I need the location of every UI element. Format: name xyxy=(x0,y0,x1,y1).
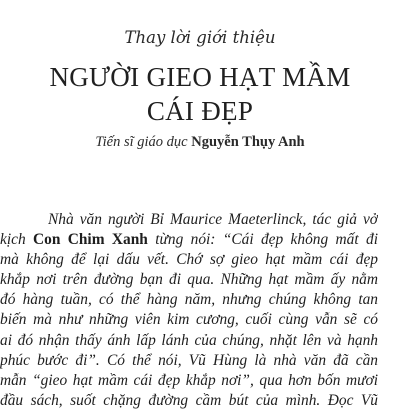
body-paragraph xyxy=(0,210,378,411)
byline-prefix: Tiến sĩ giáo dục xyxy=(95,134,192,150)
body-line: khắp nơi trên đường bạn đi qua. Những hạt mầm ấy nằm xyxy=(0,271,378,289)
byline-author: Nguyễn Thụy Anh xyxy=(191,134,305,150)
body-line xyxy=(0,230,378,250)
section-label: Thay lời giới thiệu xyxy=(124,28,276,47)
body-line: phúc bước đi”. Có thể nói, Vũ Hùng là nhà văn đã cần xyxy=(0,351,378,369)
body-text-segment: từng nói: “Cái đẹp không mất đi xyxy=(155,231,378,249)
chapter-title-line-2: CÁI ĐẸP xyxy=(146,96,254,126)
play-title: Con Chim Xanh xyxy=(33,231,148,249)
body-line: ai đó nhận thấy ánh lấp lánh của chúng, nhặt lên và hạnh xyxy=(0,331,378,349)
chapter-title-line-1: NGƯỜI GIEO HẠT MẦM xyxy=(49,62,351,92)
body-line: biến mà như những viên kim cương, cuối cùng vẫn sẽ có xyxy=(0,311,378,329)
body-line: mẫn “gieo hạt mầm cái đẹp khắp nơi”, qua hơn bốn mươi xyxy=(0,371,378,389)
byline xyxy=(0,134,400,151)
body-line: mà không để lại dấu vết. Chớ sợ gieo hạt mầm cái đẹp xyxy=(0,251,378,269)
body-line: Nhà văn người Bỉ Maurice Maeterlinck, tác giả vở xyxy=(48,211,378,228)
body-text-segment: kịch xyxy=(0,231,26,249)
body-line: đó hàng tuần, có thể hàng năm, nhưng chúng không tan xyxy=(0,291,378,309)
body-line: đầu sách, suốt chặng đường cầm bút của mình. Đọc Vũ xyxy=(0,391,378,409)
